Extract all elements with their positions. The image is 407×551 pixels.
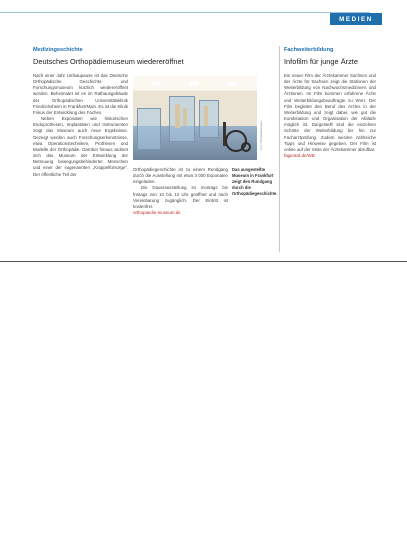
exhibit: [183, 108, 187, 126]
photo-credit: Foto: Orthopädiemuseum: [260, 120, 263, 150]
display-case: [137, 108, 161, 150]
article1-paragraph: Orthopädiegeschichte ist zu einem Rundgang durch die Ausstellung mit etwa 3 000 Exponaten eingeladen.: [133, 167, 228, 185]
photo-lamp: [151, 82, 161, 85]
header-rule: [0, 12, 370, 13]
article1-paragraph: Nach einer Jahr Umbaupause ist das Deutsche Orthopädische Geschichts- und Forschungsmuseum kürzlich wiedereröffnet worden. Beheimatet ist es im Rathausgebäude der Orthopädischen Universitätsklinik Friedrichsheim in Frankfurt/Main. Es ist die Klinik Fokus der Entwicklung des Faches.: [33, 73, 128, 115]
article1-link[interactable]: orthopaedie-museum.de: [133, 210, 181, 216]
museum-photo: [133, 76, 257, 160]
article1-paragraph: Neben Exponaten wie historischen Endoprothesen, Implantaten und Instrumenten zeigt das Museum auch neue Ergebnisse. Gezeigt werden auch Forschungserkenntnisse, etwa Operationstechniken, Prothesen und Modelle der Orthopädie. Darüber hinaus widmet sich das Museum der Entwicklung der Betreuung bewegungsbehinderter Menschen und einer der sogenannten „Krüppelfürsorge“. Der öffentliche Teil der: [33, 116, 128, 177]
article2-link[interactable]: fagerard.de/WB: [284, 153, 315, 159]
article1-headline: Deutsches Orthopädiemuseum wiedereröffnet: [33, 57, 184, 66]
article1-kicker: Medizingeschichte: [33, 47, 83, 53]
photo-lamp: [227, 82, 237, 85]
column-divider: [279, 46, 280, 252]
display-case: [169, 96, 195, 142]
photo-lamp: [189, 82, 199, 85]
article1-paragraph: Die Dauerausstellung ist montags bis freitags von 10 bis 13 Uhr geöffnet und nach Vereinbarung zugänglich. Der Eintritt ist kostenfrei.: [133, 185, 228, 209]
article2-kicker: Fachweiterbildung: [284, 47, 334, 53]
display-case: [199, 100, 219, 138]
wheelchair-wheel: [241, 142, 251, 152]
exhibit: [204, 106, 208, 126]
article2-headline: Infofilm für junge Ärzte: [284, 57, 358, 66]
article1-column-2: [133, 167, 228, 216]
photo-caption: Das ausgestellte Museum in Frankfurt zeigt den Rundgang durch die Orthopädiegeschichte.: [232, 167, 278, 196]
article2-paragraph: Ein neuer Film der Ärztekammer Sachsen und der Ärzte für Sachsen zeigt die Stationen der Weiterbildung von Nachwuchsmedizinern und Ärztinnen. Im Film kommen erfahrene Ärzte und Weiterbildungsbeauftragte zu Wort. Der Film begleitet den Beruf des Arztes in der Weiterbildung und zeigt dabei, wie gut die Kombination und Organisation der Abläufe möglich ist. Dargestellt sind die einzelnen Schritte der Weiterbildung bis hin zur Facharztprüfung. Zudem werden zahlreiche Tipps und Hinweise gegeben. Der Film ist online auf der Seite der Ärztekammer abrufbar.: [284, 73, 376, 152]
bottom-rule: [0, 261, 407, 262]
exhibit: [175, 104, 180, 128]
section-tab: MEDIEN: [330, 13, 382, 25]
article1-column-1: [33, 73, 128, 261]
article2-column: [284, 73, 376, 245]
